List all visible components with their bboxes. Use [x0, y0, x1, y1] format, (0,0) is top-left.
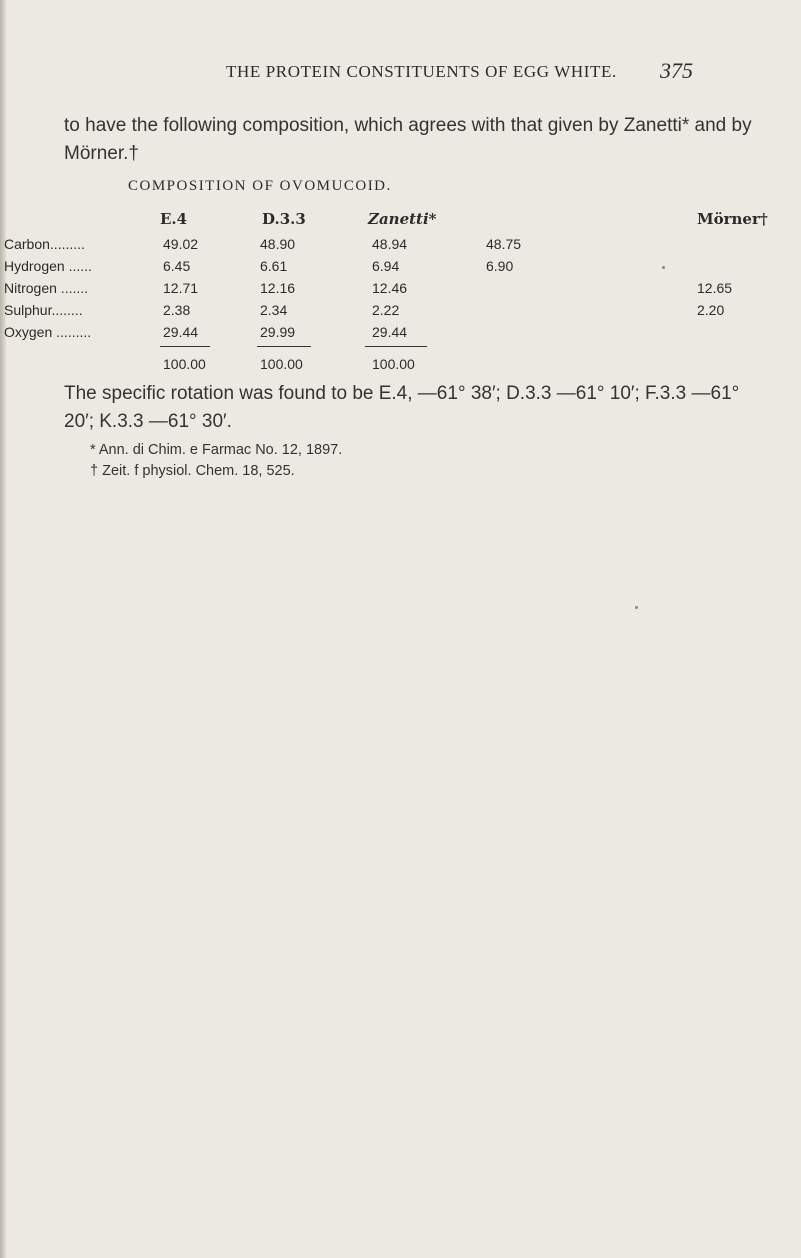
cell-d33: 6.61 — [260, 258, 288, 274]
cell-zanetti: 29.44 — [372, 324, 408, 340]
cell-morner: 2.20 — [697, 302, 725, 318]
total-rule — [257, 346, 311, 347]
cell-e4: 49.02 — [163, 236, 199, 252]
cell-d33: 2.34 — [260, 302, 288, 318]
total-rule — [365, 346, 427, 347]
cell-zanetti: 6.94 — [372, 258, 400, 274]
cell-e4: 2.38 — [163, 302, 191, 318]
cell-zanetti: 2.22 — [372, 302, 400, 318]
column-header-zanetti: Zanetti* — [368, 210, 437, 228]
column-header-e4: E.4 — [160, 210, 188, 228]
table-row — [0, 258, 801, 280]
footnotes — [90, 440, 342, 482]
running-header — [0, 58, 801, 92]
page-edge — [0, 0, 6, 1258]
table-row — [0, 324, 801, 346]
table-row — [0, 280, 801, 302]
total-e4: 100.00 — [163, 356, 206, 372]
table-title: COMPOSITION OF OVOMUCOID. — [128, 178, 392, 194]
row-label: Nitrogen ....... — [4, 280, 89, 296]
column-header-d33: D.3.3 — [262, 210, 306, 228]
total-d33: 100.00 — [260, 356, 303, 372]
paper-speck — [635, 606, 638, 609]
column-header-morner: Mörner† — [697, 210, 768, 228]
intro-paragraph: to have the following composition, which agrees with that given by Zanetti* and by Mörner.† — [64, 115, 752, 164]
table-row — [0, 302, 801, 324]
cell-zanetti-alt: 48.75 — [486, 236, 522, 252]
table-row — [0, 236, 801, 258]
cell-zanetti: 12.46 — [372, 280, 408, 296]
cell-d33: 12.16 — [260, 280, 296, 296]
header-title: THE PROTEIN CONSTITUENTS OF EGG WHITE. — [226, 62, 617, 81]
total-zanetti: 100.00 — [372, 356, 415, 372]
rotation-paragraph: The specific rotation was found to be E.4, —61° 38′; D.3.3 —61° 10′; F.3.3 —61° 20′; K.3.3 —61° 30′. — [64, 383, 740, 432]
cell-zanetti: 48.94 — [372, 236, 408, 252]
cell-d33: 29.99 — [260, 324, 296, 340]
cell-morner: 12.65 — [697, 280, 733, 296]
cell-e4: 6.45 — [163, 258, 191, 274]
cell-zanetti-alt: 6.90 — [486, 258, 514, 274]
cell-d33: 48.90 — [260, 236, 296, 252]
total-rule — [160, 346, 210, 347]
row-label: Carbon......... — [4, 236, 85, 252]
row-label: Hydrogen ...... — [4, 258, 92, 274]
footnote: † Zeit. f physiol. Chem. 18, 525. — [90, 463, 295, 479]
row-label: Sulphur........ — [4, 302, 83, 318]
cell-e4: 29.44 — [163, 324, 199, 340]
totals-row — [0, 356, 801, 378]
footnote: * Ann. di Chim. e Farmac No. 12, 1897. — [90, 442, 343, 458]
cell-e4: 12.71 — [163, 280, 199, 296]
paper-speck — [662, 266, 665, 269]
page-number: 375 — [660, 58, 693, 83]
row-label: Oxygen ......... — [4, 324, 92, 340]
